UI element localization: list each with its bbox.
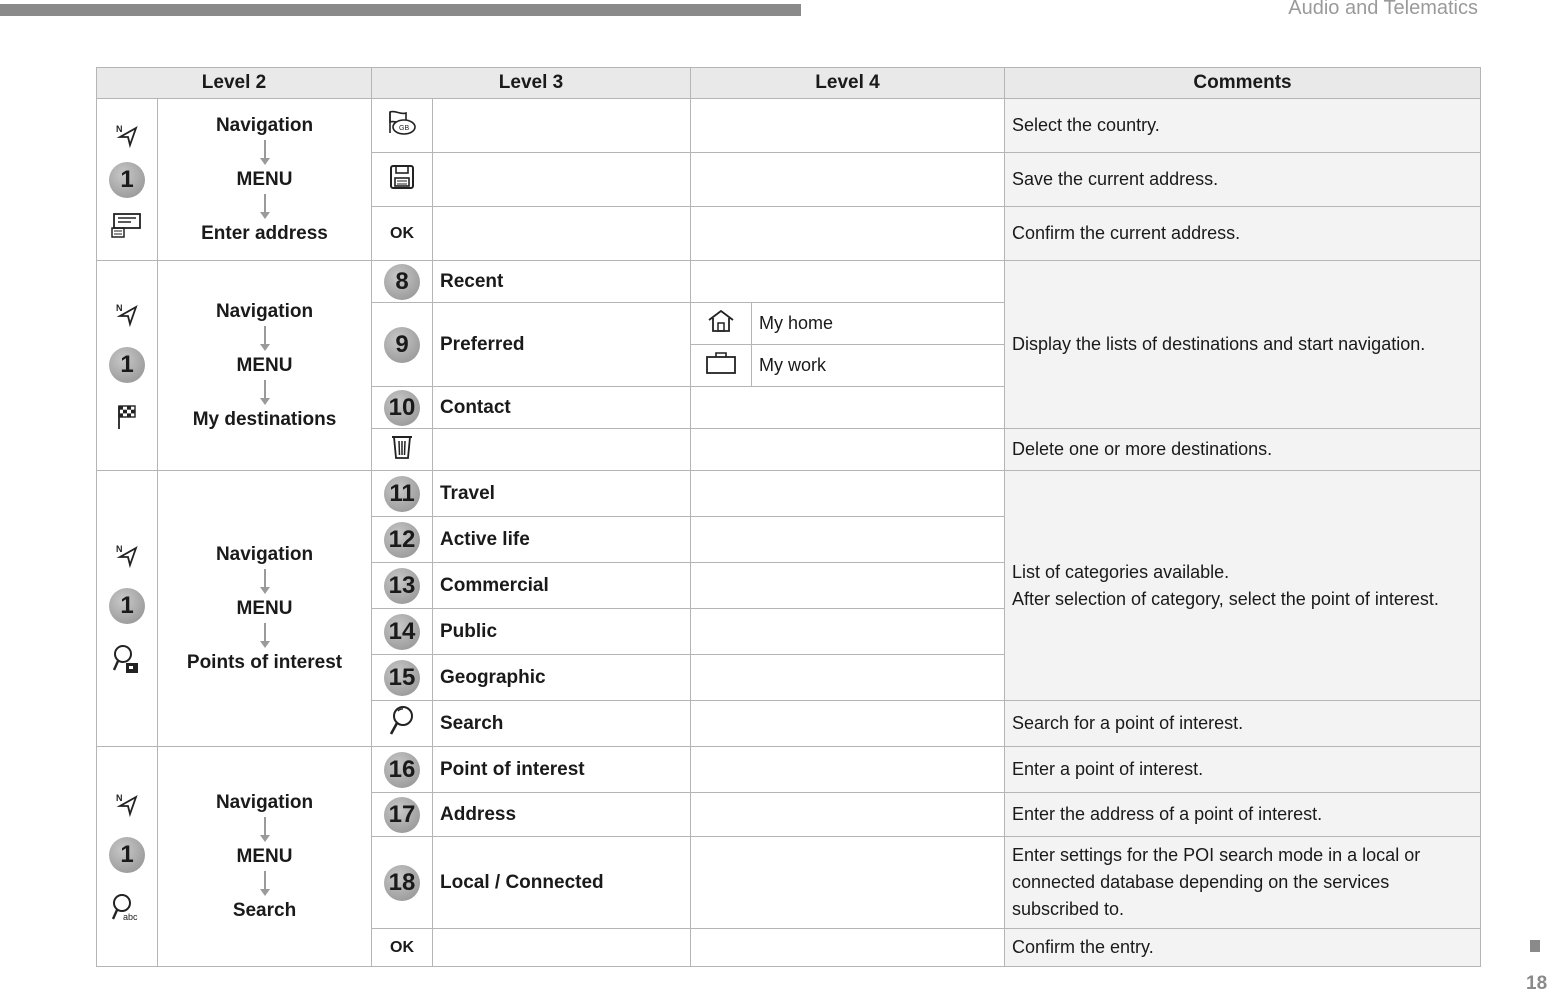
level3-label: Geographic xyxy=(433,655,691,701)
level3-label: Point of interest xyxy=(433,747,691,793)
comment-cell: Delete one or more destinations. xyxy=(1005,429,1481,471)
level3-label xyxy=(433,99,691,153)
level4-cell xyxy=(691,563,1005,609)
header-level3: Level 3 xyxy=(372,68,691,99)
level3-icon-cell xyxy=(372,701,433,747)
header-level2: Level 2 xyxy=(97,68,372,99)
level3-icon-cell xyxy=(372,793,433,837)
header-comments: Comments xyxy=(1005,68,1481,99)
level4-cell xyxy=(691,655,1005,701)
level4-cell xyxy=(691,837,1005,929)
comment-cell: Enter the address of a point of interest. xyxy=(1005,793,1481,837)
comment-cell: Display the lists of destinations and start navigation. xyxy=(1005,261,1481,429)
level4-cell xyxy=(691,793,1005,837)
down-arrow-icon xyxy=(260,815,270,845)
svg-text:N: N xyxy=(116,543,123,554)
level4-cell xyxy=(691,929,1005,967)
comment-line: List of categories available. xyxy=(1012,561,1230,582)
country-flag-icon xyxy=(386,109,418,137)
group-icons xyxy=(97,747,158,967)
menu-button-1-icon: 1 xyxy=(109,162,145,198)
number-badge: 17 xyxy=(384,797,420,833)
comment-cell: Enter a point of interest. xyxy=(1005,747,1481,793)
comment-cell: Select the country. xyxy=(1005,99,1481,153)
top-bar xyxy=(0,4,801,16)
ok-label: OK xyxy=(390,224,414,242)
level3-label: Preferred xyxy=(433,303,691,387)
level4-cell xyxy=(691,471,1005,517)
menu-button-1-icon: 1 xyxy=(109,347,145,383)
number-badge: 16 xyxy=(384,752,420,788)
path-menu: MENU xyxy=(236,168,293,190)
level3-label: Contact xyxy=(433,387,691,429)
text-search-icon xyxy=(111,893,143,923)
down-arrow-icon xyxy=(260,192,270,222)
path-menu: MENU xyxy=(236,597,293,619)
level4-cell xyxy=(691,99,1005,153)
number-badge: 15 xyxy=(384,660,420,696)
briefcase-icon xyxy=(705,351,737,375)
down-arrow-icon xyxy=(260,621,270,651)
menu-table xyxy=(96,67,1481,967)
level4-icon-cell xyxy=(691,345,752,387)
navigation-compass-icon xyxy=(114,301,140,327)
page-number: 18 xyxy=(1526,973,1547,994)
level3-icon-cell xyxy=(372,563,433,609)
level3-label: Commercial xyxy=(433,563,691,609)
level3-label: Local / Connected xyxy=(433,837,691,929)
header-level4: Level 4 xyxy=(691,68,1005,99)
level3-icon-cell xyxy=(372,471,433,517)
home-icon xyxy=(706,308,736,334)
down-arrow-icon xyxy=(260,869,270,899)
path-menu: MENU xyxy=(236,845,293,867)
level4-cell xyxy=(691,207,1005,261)
navigation-compass-icon xyxy=(114,791,140,817)
comment-cell: Confirm the entry. xyxy=(1005,929,1481,967)
table-row xyxy=(97,99,1481,153)
level3-icon-cell xyxy=(372,429,433,471)
level3-icon-cell xyxy=(372,837,433,929)
level4-cell xyxy=(691,387,1005,429)
level4-label: My home xyxy=(752,303,1005,345)
level3-icon-cell xyxy=(372,99,433,153)
menu-button-1-icon: 1 xyxy=(109,837,145,873)
number-badge: 13 xyxy=(384,568,420,604)
group-path xyxy=(158,99,372,261)
magnifier-icon xyxy=(388,705,416,737)
navigation-compass-icon xyxy=(114,122,140,148)
path-navigation: Navigation xyxy=(215,543,314,565)
keyboard-address-icon xyxy=(111,212,143,238)
level3-icon-cell xyxy=(372,517,433,563)
level4-cell xyxy=(691,261,1005,303)
level3-icon-cell xyxy=(372,929,433,967)
menu-button-1-icon: 1 xyxy=(109,588,145,624)
level3-label: Travel xyxy=(433,471,691,517)
number-badge: 9 xyxy=(384,327,420,363)
path-item: Search xyxy=(232,899,297,921)
comment-cell: Save the current address. xyxy=(1005,153,1481,207)
level4-cell xyxy=(691,153,1005,207)
page-header: Audio and Telematics xyxy=(1288,0,1478,19)
level4-cell xyxy=(691,429,1005,471)
number-badge: 14 xyxy=(384,614,420,650)
svg-text:GB: GB xyxy=(399,125,410,132)
path-navigation: Navigation xyxy=(215,791,314,813)
level3-label xyxy=(433,153,691,207)
level3-label: Address xyxy=(433,793,691,837)
number-badge: 8 xyxy=(384,264,420,300)
number-badge: 11 xyxy=(384,476,420,512)
level3-icon-cell xyxy=(372,609,433,655)
down-arrow-icon xyxy=(260,324,270,354)
path-item: My destinations xyxy=(192,408,337,430)
level3-icon-cell xyxy=(372,655,433,701)
table-row xyxy=(97,261,1481,303)
level3-label: Recent xyxy=(433,261,691,303)
group-icons xyxy=(97,471,158,747)
ok-label: OK xyxy=(390,938,414,956)
trash-icon xyxy=(389,433,415,461)
svg-text:abc: abc xyxy=(123,911,138,922)
side-marker xyxy=(1530,940,1540,952)
level3-label xyxy=(433,429,691,471)
navigation-compass-icon xyxy=(114,542,140,568)
level3-label: Public xyxy=(433,609,691,655)
path-item: Enter address xyxy=(201,222,328,244)
level3-icon-cell xyxy=(372,747,433,793)
comment-cell: Enter settings for the POI search mode in a local or connected database depending on the services subscribed to. xyxy=(1005,837,1481,929)
level3-label: Active life xyxy=(433,517,691,563)
group-icons xyxy=(97,261,158,471)
level4-cell xyxy=(691,517,1005,563)
down-arrow-icon xyxy=(260,138,270,168)
group-path xyxy=(158,261,372,471)
poi-search-icon xyxy=(112,644,142,676)
level4-cell xyxy=(691,609,1005,655)
comment-line: After selection of category, select the point of interest. xyxy=(1012,588,1439,609)
group-path xyxy=(158,747,372,967)
header-row xyxy=(97,68,1481,99)
level3-icon-cell xyxy=(372,303,433,387)
number-badge: 12 xyxy=(384,522,420,558)
checkered-flag-icon xyxy=(115,403,139,431)
level3-label xyxy=(433,929,691,967)
level3-label: Search xyxy=(433,701,691,747)
save-icon xyxy=(388,163,416,191)
table-row xyxy=(97,471,1481,517)
group-path xyxy=(158,471,372,747)
path-menu: MENU xyxy=(236,354,293,376)
path-navigation: Navigation xyxy=(215,300,314,322)
table-row xyxy=(97,747,1481,793)
number-badge: 10 xyxy=(384,390,420,426)
level4-cell xyxy=(691,701,1005,747)
path-navigation: Navigation xyxy=(215,114,314,136)
down-arrow-icon xyxy=(260,378,270,408)
level4-cell xyxy=(691,747,1005,793)
path-item: Points of interest xyxy=(186,651,343,673)
svg-text:N: N xyxy=(116,792,123,803)
comment-cell: Search for a point of interest. xyxy=(1005,701,1481,747)
level3-icon-cell xyxy=(372,207,433,261)
comment-cell xyxy=(1005,471,1481,701)
level4-label: My work xyxy=(752,345,1005,387)
level3-icon-cell xyxy=(372,153,433,207)
down-arrow-icon xyxy=(260,567,270,597)
svg-text:N: N xyxy=(116,302,123,313)
level3-label xyxy=(433,207,691,261)
group-icons xyxy=(97,99,158,261)
comment-cell: Confirm the current address. xyxy=(1005,207,1481,261)
level4-icon-cell xyxy=(691,303,752,345)
level3-icon-cell xyxy=(372,387,433,429)
svg-text:N: N xyxy=(116,123,123,134)
number-badge: 18 xyxy=(384,865,420,901)
level3-icon-cell xyxy=(372,261,433,303)
